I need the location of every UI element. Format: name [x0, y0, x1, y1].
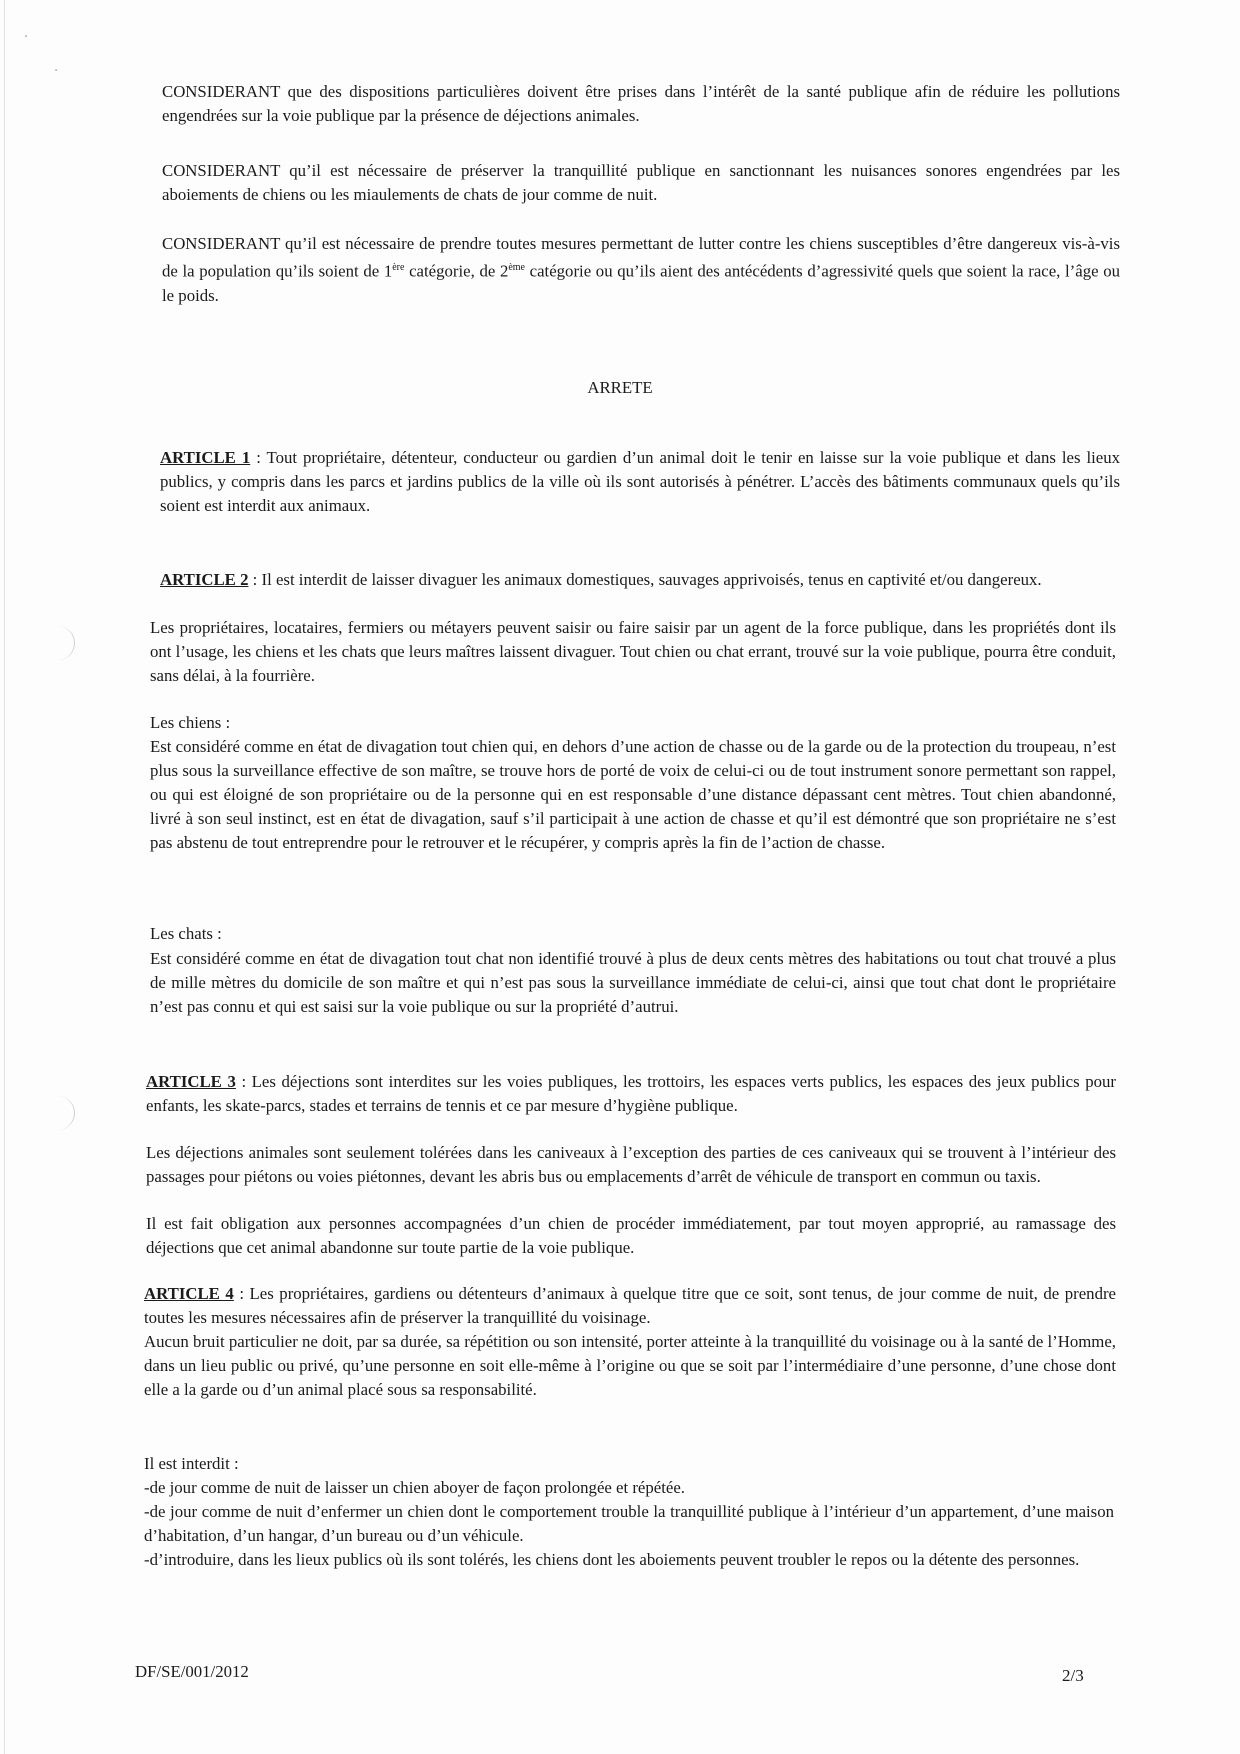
considerant-text: CONSIDERANT qu’il est nécessaire de prendre toutes mesures permettant de lutter contre les chiens susceptibles d’être dangereux vis-à-vis de la population qu’ils soient de 1 — [162, 234, 1120, 281]
scan-speck: · — [54, 64, 59, 79]
document-reference: DF/SE/001/2012 — [135, 1662, 249, 1681]
chiens-paragraph: Est considéré comme en état de divagation tout chien qui, en dehors d’une action de chasse ou de la garde ou de la protection du troupeau, n’est plus sous la surveillance effective de son maître, se trouve hors de porté de voix de celui-ci ou de tout instrument sonore permettant son rappel, ou qui est éloigné de son propriétaire ou de la personne qui en est responsable d’une distance dépassant cent mètres. Tout chien abandonné, livré à son seul instinct, est en état de divagation, sauf s’il participait à une action de chasse et qu’il est démontré que son propriétaire ne s’est pas abstenu de tout entreprendre pour le retrouver et le récupérer, y compris après la fin de l’action de chasse. — [150, 737, 1116, 852]
considerant-text: catégorie ou qu’ils aient des antécédents d’agressivité quels que soient la race, l’âge ou le poids. — [162, 261, 1121, 305]
article-label: ARTICLE 3 — [146, 1072, 236, 1091]
considerant-paragraph — [162, 232, 1120, 308]
article-1 — [160, 446, 1120, 518]
scan-edge-line — [4, 0, 5, 1754]
scan-speck: · — [24, 30, 29, 45]
chats-subheading: Les chats : — [150, 924, 222, 943]
article-4-paragraph: Aucun bruit particulier ne doit, par sa durée, sa répétition ou son intensité, porter atteinte à la tranquillité du voisinage ou à la santé de l’Homme, dans un lieu public ou privé, qu’une personne en soit elle-même à l’origine ou que se soit par l’intermédiaire d’une personne, d’une chose dont elle a la garde ou d’un animal placé sous sa responsabilité. — [144, 1332, 1116, 1399]
interdit-list — [144, 1476, 1114, 1572]
article-text: : Il est interdit de laisser divaguer les animaux domestiques, sauvages apprivoisés, tenus en captivité et/ou dangereux. — [248, 570, 1042, 589]
list-item: -de jour comme de nuit d’enfermer un chien dont le comportement trouble la tranquillité publique à l’intérieur d’un appartement, d’une maison d’habitation, d’un hangar, d’un bureau ou d’un véhicule. — [144, 1502, 1114, 1545]
article-3-paragraph: Les déjections animales sont seulement tolérées dans les caniveaux à l’exception des parties de ces caniveaux qui se trouvent à l’intérieur des passages pour piétons ou voies piétonnes, devant les abris bus ou emplacements d’arrêt de véhicule de transport en commun ou taxis. — [146, 1143, 1116, 1186]
article-text: : Tout propriétaire, détenteur, conducteur ou gardien d’un animal doit le tenir en laisse sur la voie publique et dans les lieux publics, y compris dans les parcs et jardins publics de la ville où ils sont autorisés à pénétrer. L’accès des bâtiments communaux quels qu’ils soient est interdit aux animaux. — [160, 448, 1120, 515]
article-text: : Les déjections sont interdites sur les voies publiques, les trottoirs, les espaces verts publics, les espaces des jeux publics pour enfants, les skate-parcs, stades et terrains de tennis et ce par mesure d’hygiène publique. — [146, 1072, 1116, 1115]
article-label: ARTICLE 4 — [144, 1284, 234, 1303]
article-4 — [144, 1282, 1116, 1330]
article-2-paragraph: Les propriétaires, locataires, fermiers ou métayers peuvent saisir ou faire saisir par un agent de la force publique, dans les propriétés dont ils ont l’usage, les chiens et les chats que leurs maîtres laissent divaguer. Tout chien ou chat errant, trouvé sur la voie publique, pourra être conduit, sans délai, à la fourrière. — [150, 618, 1116, 685]
chiens-subheading: Les chiens : — [150, 713, 231, 732]
article-text: : Les propriétaires, gardiens ou détenteurs d’animaux à quelque titre que ce soit, sont tenus, de jour comme de nuit, de prendre toutes les mesures nécessaires afin de préserver la tranquillité du voisinage. — [144, 1284, 1117, 1327]
article-label: ARTICLE 1 — [160, 448, 251, 467]
interdit-subheading: Il est interdit : — [144, 1454, 239, 1473]
considerant-paragraph: CONSIDERANT qu’il est nécessaire de préserver la tranquillité publique en sanctionnant les nuisances sonores engendrées par les aboiements de chiens ou les miaulements de chats de jour comme de nuit. — [162, 161, 1120, 204]
superscript: ère — [392, 262, 405, 273]
punch-hole-mark — [56, 626, 75, 660]
considerant-text: catégorie, de 2 — [404, 261, 509, 281]
article-3-paragraph: Il est fait obligation aux personnes accompagnées d’un chien de procéder immédiatement, par tout moyen approprié, au ramassage des déjections que cet animal abandonne sur toute partie de la voie publique. — [146, 1214, 1116, 1257]
superscript: ème — [508, 262, 525, 273]
page-number: 2/3 — [1062, 1666, 1084, 1685]
chats-paragraph: Est considéré comme en état de divagation tout chat non identifié trouvé à plus de deux cents mètres des habitations ou tout chat trouvé a plus de mille mètres du domicile de son maître et qui n’est pas sous la surveillance immédiate de celui-ci, ainsi que tout chat dont le propriétaire n’est pas connu et qui est saisi sur la voie publique ou sur la propriété d’autrui. — [150, 949, 1116, 1016]
article-label: ARTICLE 2 — [160, 570, 249, 589]
considerant-paragraph: CONSIDERANT que des dispositions particulières doivent être prises dans l’intérêt de la santé publique afin de réduire les pollutions engendrées sur la voie publique par la présence de déjections animales. — [162, 82, 1120, 125]
punch-hole-mark — [56, 1096, 75, 1130]
article-3 — [146, 1070, 1116, 1118]
list-item: -de jour comme de nuit de laisser un chien aboyer de façon prolongée et répétée. — [144, 1478, 685, 1497]
article-2 — [160, 568, 1120, 592]
arrete-heading: ARRETE — [587, 378, 653, 397]
list-item: -d’introduire, dans les lieux publics où ils sont tolérés, les chiens dont les aboiements peuvent troubler le repos ou la détente des personnes. — [144, 1550, 1080, 1569]
